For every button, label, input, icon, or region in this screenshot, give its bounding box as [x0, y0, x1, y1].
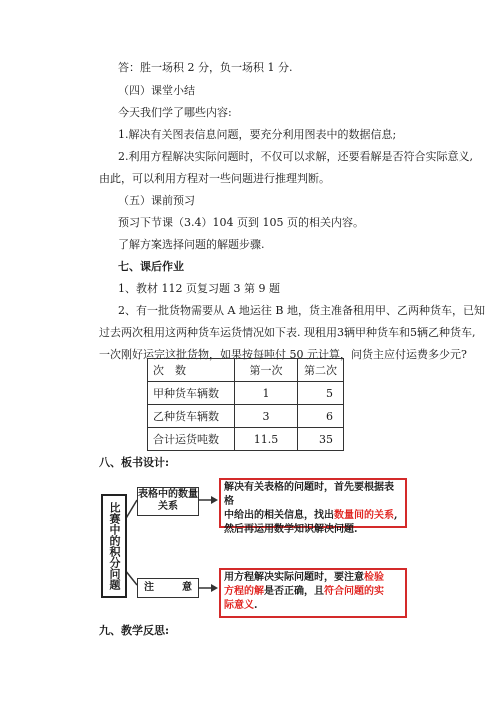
table-cell: 5	[298, 382, 344, 405]
note-line	[224, 571, 402, 585]
note-text: 是否正确，且	[264, 586, 324, 597]
section-9-title: 九、教学反思:	[99, 624, 170, 637]
answer-line: 答：胜一场积 2 分，负一场积 1 分.	[118, 61, 293, 74]
note-line	[224, 585, 402, 599]
table-relation-box: 表格中的数量关系	[137, 487, 199, 516]
note-text: .	[254, 600, 258, 611]
note-line: 解决有关表格的问题时，首先要根据表格	[224, 482, 394, 507]
summary-item-1: 1.解决有关图表信息问题，要充分利用图表中的数据信息;	[118, 128, 397, 141]
table-cell: 乙种货车辆数	[148, 405, 235, 428]
note-line	[224, 509, 402, 523]
summary-item-2-cont: 由此，可以利用方程对一些问题进行推理判断。	[99, 172, 330, 185]
table-cell: 甲种货车辆数	[148, 382, 235, 405]
note-text: 中给出的相关信息，找出	[224, 510, 334, 521]
table-cell: 1	[235, 382, 298, 405]
note-highlight: 方程的解	[224, 586, 264, 597]
section-7-title: 七、课后作业	[118, 260, 184, 273]
note-line	[224, 599, 402, 613]
board-vertical-title: 比赛中的积分问题	[101, 494, 127, 598]
table-row	[148, 405, 344, 428]
table-header-row	[148, 359, 344, 382]
note-highlight: 检验	[364, 572, 384, 583]
note-text: ,	[394, 510, 398, 521]
table-cell: 11.5	[235, 428, 298, 451]
attention-note	[219, 568, 407, 618]
attention-label-left: 注	[144, 582, 154, 593]
summary-item-2: 2.利用方程解决实际问题时，不仅可以求解，还要看解是否符合实际意义,	[118, 150, 473, 163]
section-8-title: 八、板书设计:	[99, 456, 170, 469]
table-header-cell: 第二次	[298, 359, 344, 382]
note-text: 用方程解决实际问题时，要注意	[224, 572, 364, 583]
note-highlight: 际意义	[224, 600, 254, 611]
note-highlight: 符合问题的实	[324, 586, 384, 597]
homework-item-1: 1、教材 112 页复习题 3 第 9 题	[118, 282, 280, 295]
attention-label-right: 意	[182, 582, 192, 593]
section-4-title: （四）课堂小结	[118, 84, 195, 97]
table-row	[148, 382, 344, 405]
table-cell: 合计运货吨数	[148, 428, 235, 451]
table-cell: 35	[298, 428, 344, 451]
table-relation-note	[219, 478, 407, 535]
note-line: 然后再运用数学知识解决问题.	[224, 524, 358, 535]
preview-item-1: 预习下节课（3.4）104 页到 105 页的相关内容。	[118, 216, 364, 229]
homework-item-2: 2、有一批货物需要从 A 地运往 B 地，货主准备租用甲、乙两种货车，已知	[118, 304, 486, 317]
section-5-title: （五）课前预习	[118, 194, 195, 207]
homework-item-2-cont-2: 一次刚好运完这批货物，如果按每吨付 50 元计算，问货主应付运费多少元?	[99, 348, 467, 361]
homework-item-2-cont-1: 过去两次租用这两种货车运货情况如下表. 现租用3辆甲种货车和5辆乙种货车,	[99, 326, 476, 339]
table-header-cell: 第一次	[235, 359, 298, 382]
freight-table	[147, 358, 344, 451]
table-row	[148, 428, 344, 451]
board-design-diagram	[97, 470, 407, 610]
table-cell: 6	[298, 405, 344, 428]
table-cell: 3	[235, 405, 298, 428]
summary-question: 今天我们学了哪些内容:	[118, 106, 232, 119]
table-header-cell: 次 数	[148, 359, 235, 382]
note-highlight: 数量间的关系	[334, 510, 394, 521]
attention-box	[137, 578, 199, 598]
preview-item-2: 了解方案选择问题的解题步骤.	[118, 238, 265, 251]
